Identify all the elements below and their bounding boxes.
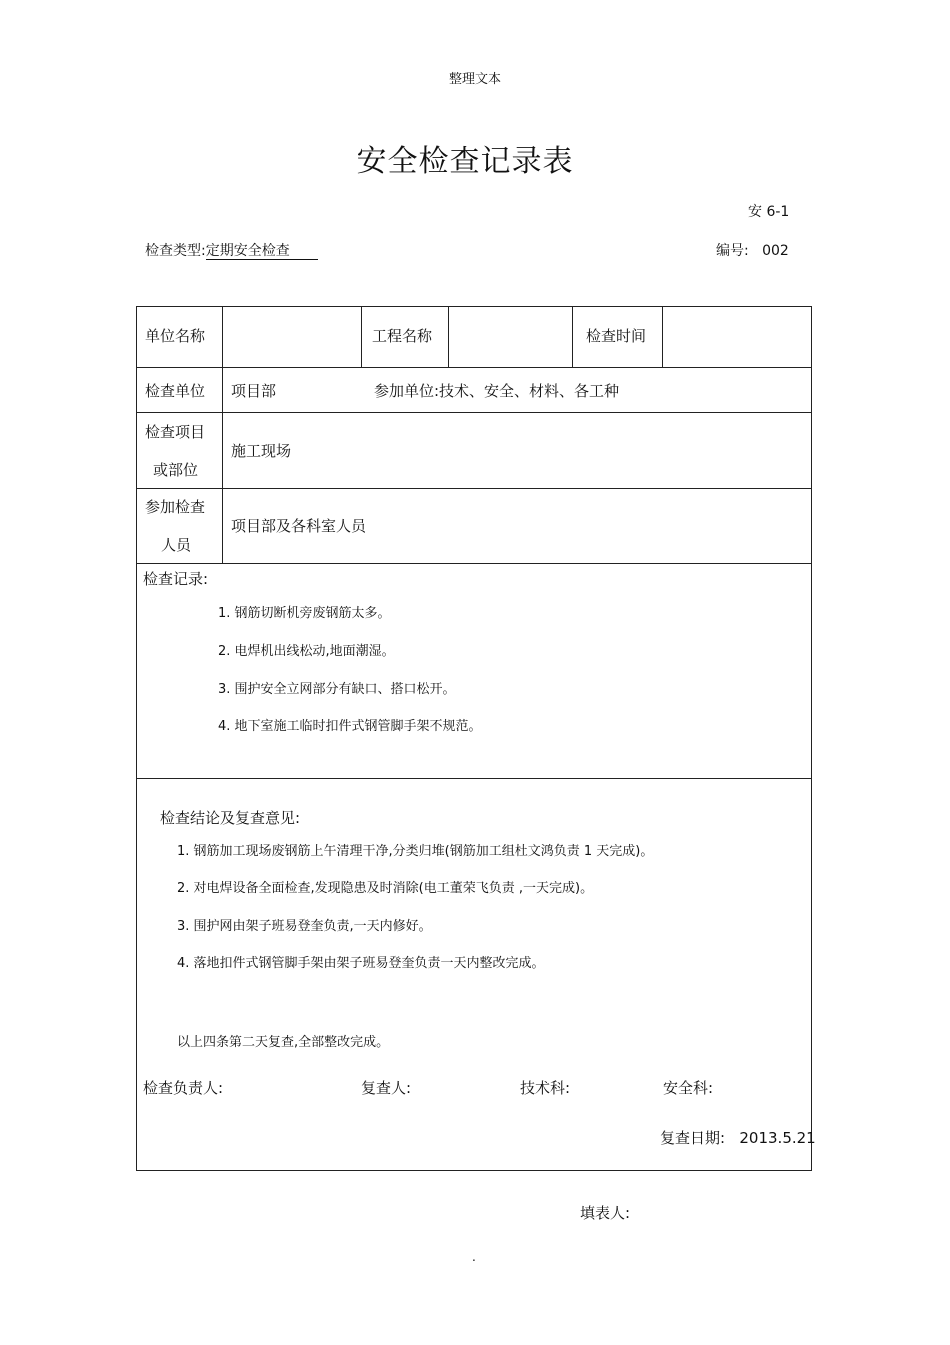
number-label: 编号: [716,243,749,259]
row-divider [136,367,812,368]
item-value: 施工现场 [231,442,292,460]
number-value: 002 [762,243,789,259]
inspect-unit-value: 项目部 [231,382,277,400]
check-time-label: 检查时间 [586,327,647,345]
row-divider [136,412,812,413]
record-item: 4. 地下室施工临时扣件式钢管脚手架不规范。 [218,719,482,734]
record-item: 3. 围护安全立网部分有缺口、搭口松开。 [218,682,456,697]
record-item: 2. 电焊机出线松动,地面潮湿。 [218,644,395,659]
conclusion-item: 4. 落地扣件式钢管脚手架由架子班易登奎负责一天内整改完成。 [177,956,545,971]
conclusion-summary: 以上四条第二天复查,全部整改完成。 [177,1035,390,1050]
col-divider [662,306,663,367]
conclusion-item: 3. 围护网由架子班易登奎负责,一天内修好。 [177,919,432,934]
item-label-line1: 检查项目 [145,423,206,441]
people-label-line2: 人员 [161,536,192,554]
tech-dept-signature: 技术科: [520,1079,571,1097]
review-date-label: 复查日期: [660,1129,726,1147]
row-divider [136,778,812,779]
reviewer-signature: 复查人: [361,1079,412,1097]
conclusion-item: 1. 钢筋加工现场废钢筋上午清理干净,分类归堆(钢筋加工组杜文鸿负责 1 天完成)。 [177,844,654,859]
review-date [660,1127,816,1148]
people-label-line1: 参加检查 [145,498,206,516]
col-divider [448,306,449,367]
item-label-line2: 或部位 [153,461,199,479]
inspector-signature: 检查负责人: [143,1079,224,1097]
conclusion-label: 检查结论及复查意见: [160,809,301,827]
page-title: 安全检查记录表 [356,144,574,179]
top-note: 整理文本 [448,72,501,87]
unit-name-label: 单位名称 [145,327,206,345]
footer-dot: . [472,1250,476,1264]
col-divider [361,306,362,367]
conclusion-item: 2. 对电焊设备全面检查,发现隐患及时消除(电工董荣飞负责 ,一天完成)。 [177,881,594,896]
record-label: 检查记录: [143,570,209,588]
filler-label: 填表人: [580,1204,631,1222]
row-divider [136,488,812,489]
inspect-unit-label: 检查单位 [145,382,206,400]
people-value: 项目部及各科室人员 [231,517,367,535]
safety-dept-signature: 安全科: [663,1079,714,1097]
col-divider [572,306,573,367]
col-divider [222,306,223,563]
inspection-type-value: 定期安全检查 [206,243,318,260]
inspection-type-label: 检查类型: [145,243,206,259]
participant-units: 参加单位:技术、安全、材料、各工种 [374,382,620,400]
row-divider [136,563,812,564]
review-date-value: 2013.5.21 [739,1129,816,1147]
form-number [716,240,789,260]
form-code: 安 6-1 [748,204,790,220]
project-name-label: 工程名称 [372,327,433,345]
record-item: 1. 钢筋切断机旁废钢筋太多。 [218,606,391,621]
inspection-type [145,240,318,260]
